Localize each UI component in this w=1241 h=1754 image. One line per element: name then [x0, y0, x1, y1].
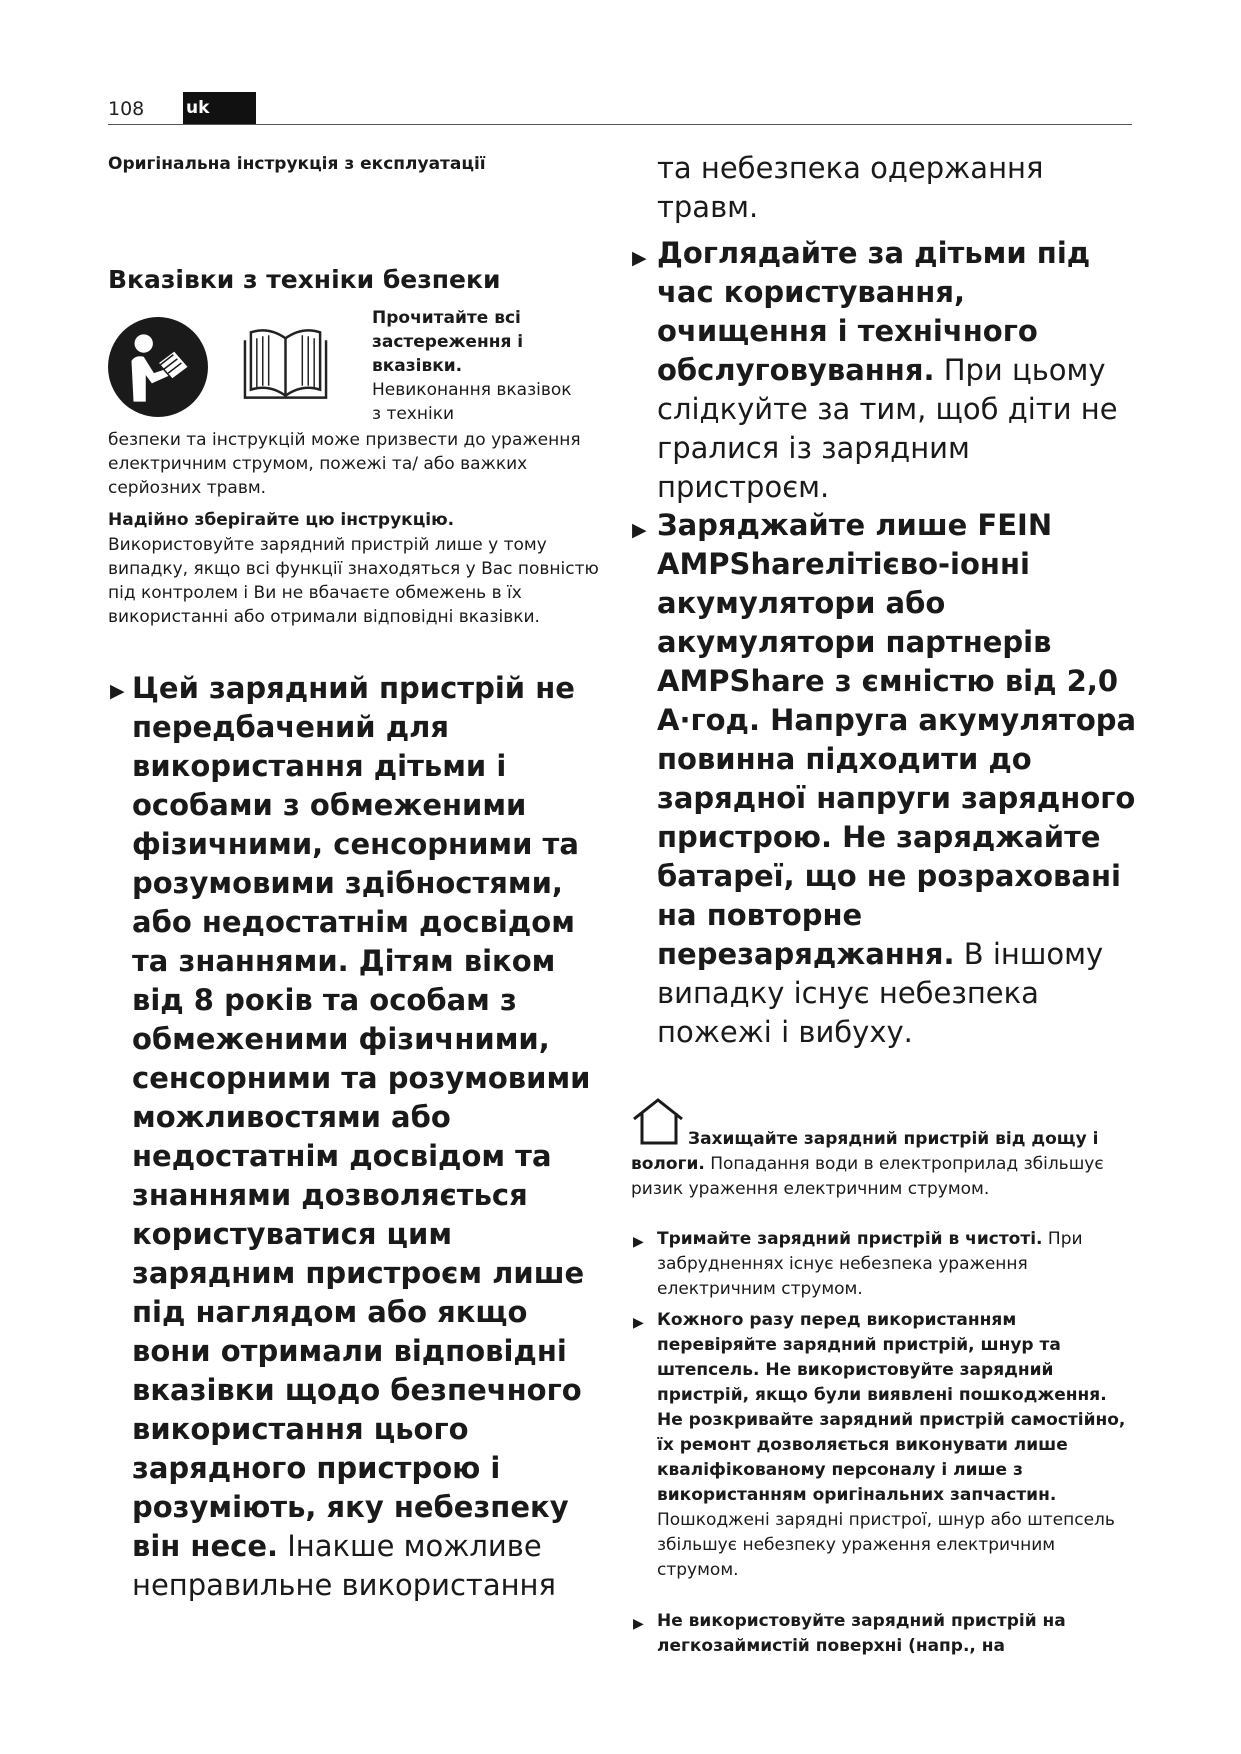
open-book-icon [241, 324, 330, 402]
battery-charging-text: В іншому випадку існує небезпека пожежі і вибуху. [657, 937, 1104, 1049]
keep-clean-text: При забрудненнях існує небезпека ураження електричним струмом. [657, 1229, 1083, 1299]
language-code: uk [186, 98, 210, 118]
inspect-charger-item [657, 1308, 1137, 1583]
bullet-marker: ▶ [110, 680, 125, 702]
keep-instructions-text: Використовуйте зарядний пристрій лише у тому випадку, якщо всі функції знаходяться у Вас повністю під контролем і Ви не вбачаєте обмежень в їх використанні або отримали відповідні вказівки. [108, 535, 599, 627]
inspect-charger-text: Пошкоджені зарядні пристрої, шнур або штепсель збільшує небезпеку ураження електричним струмом. [657, 1510, 1115, 1580]
bullet-marker: ▶ [633, 1616, 644, 1632]
flammable-surface-bold: Не використовуйте зарядний пристрій на легкозаймистій поверхні (напр., на [657, 1611, 1066, 1656]
supervise-children-item [657, 234, 1137, 507]
children-warning-text: Інакше можливе неправильне використання [132, 1529, 556, 1602]
bullet-marker: ▶ [632, 519, 647, 541]
protect-from-rain-text: Попадання води в електроприлад збільшує ризик ураження електричним струмом. [631, 1154, 1104, 1199]
children-warning-continued: та небезпека одержання травм. [657, 151, 1044, 224]
read-instructions-block [372, 306, 572, 426]
children-warning-item [132, 669, 612, 1605]
protect-from-rain-bold: Захищайте зарядний пристрій від дощу і вологи. [631, 1129, 1099, 1174]
battery-charging-bold: Заряджайте лише FEIN AMPShareлітієво-іонні акумулятори або акумулятори партнерів AMPShare з ємністю від 2,0 А·год. Напруга акумулятора повинна підходити до зарядної напруги зарядного пристрою. Не заряджайте батареї, що не розраховані на повторне перезаряджання. [657, 508, 1137, 971]
flammable-surface-item [657, 1609, 1137, 1659]
battery-charging-item [657, 506, 1137, 1052]
supervise-children-text: При цьому слідкуйте за тим, щоб діти не гралися із зарядним пристроєм. [657, 353, 1118, 504]
read-instructions-continued: безпеки та інструкцій може призвести до ураження електричним струмом, пожежі та/ або важких серйозних травм. [108, 430, 581, 498]
language-tab [183, 92, 256, 124]
reading-manual-icon [107, 316, 209, 418]
children-warning-bold: Цей зарядний пристрій не передбачений для використання дітьми і особами з обмеженими фізичними, сенсорними та розумовими здібностями, або недостатнім досвідом та знаннями. Дітям віком від 8 років та особам з обмеженими фізичними, сенсорними та розумовими можливостями або недостатнім досвідом та знаннями дозволяється користуватися цим зарядним пристроєм лише під наглядом або якщо вони отримали відповідні вказівки щодо безпечного використання цього зарядного пристрою і розуміють, яку небезпеку він несе. [132, 671, 591, 1563]
read-instructions-text: Невиконання вказівок з техніки [372, 380, 572, 424]
read-instructions-heading: Прочитайте всі застереження і вказівки. [372, 308, 524, 376]
header-rule [108, 124, 1132, 125]
page-number: 108 [108, 98, 145, 120]
section-heading: Вказівки з техніки безпеки [108, 265, 501, 294]
bullet-marker: ▶ [632, 247, 647, 269]
supervise-children-bold: Доглядайте за дітьми під час користування, очищення і технічного обслуговування. [657, 236, 1091, 387]
bullet-marker: ▶ [633, 1234, 644, 1250]
keep-clean-item [657, 1227, 1137, 1302]
bullet-marker: ▶ [633, 1315, 644, 1331]
doc-title: Оригінальна інструкція з експлуатації [108, 154, 486, 174]
protect-from-rain-item [631, 1127, 1136, 1202]
inspect-charger-bold: Кожного разу перед використанням перевіряйте зарядний пристрій, шнур та штепсель. Не використовуйте зарядний пристрій, якщо були виявлені пошкодження. Не розкривайте зарядний пристрій самостійно, їх ремонт дозволяється виконувати лише кваліфікованому персоналу і лише з використанням оригінальних запчастин. [657, 1310, 1126, 1505]
keep-clean-bold: Тримайте зарядний пристрій в чистоті. [657, 1229, 1043, 1249]
keep-instructions-heading: Надійно зберігайте цю інструкцію. [108, 510, 455, 530]
